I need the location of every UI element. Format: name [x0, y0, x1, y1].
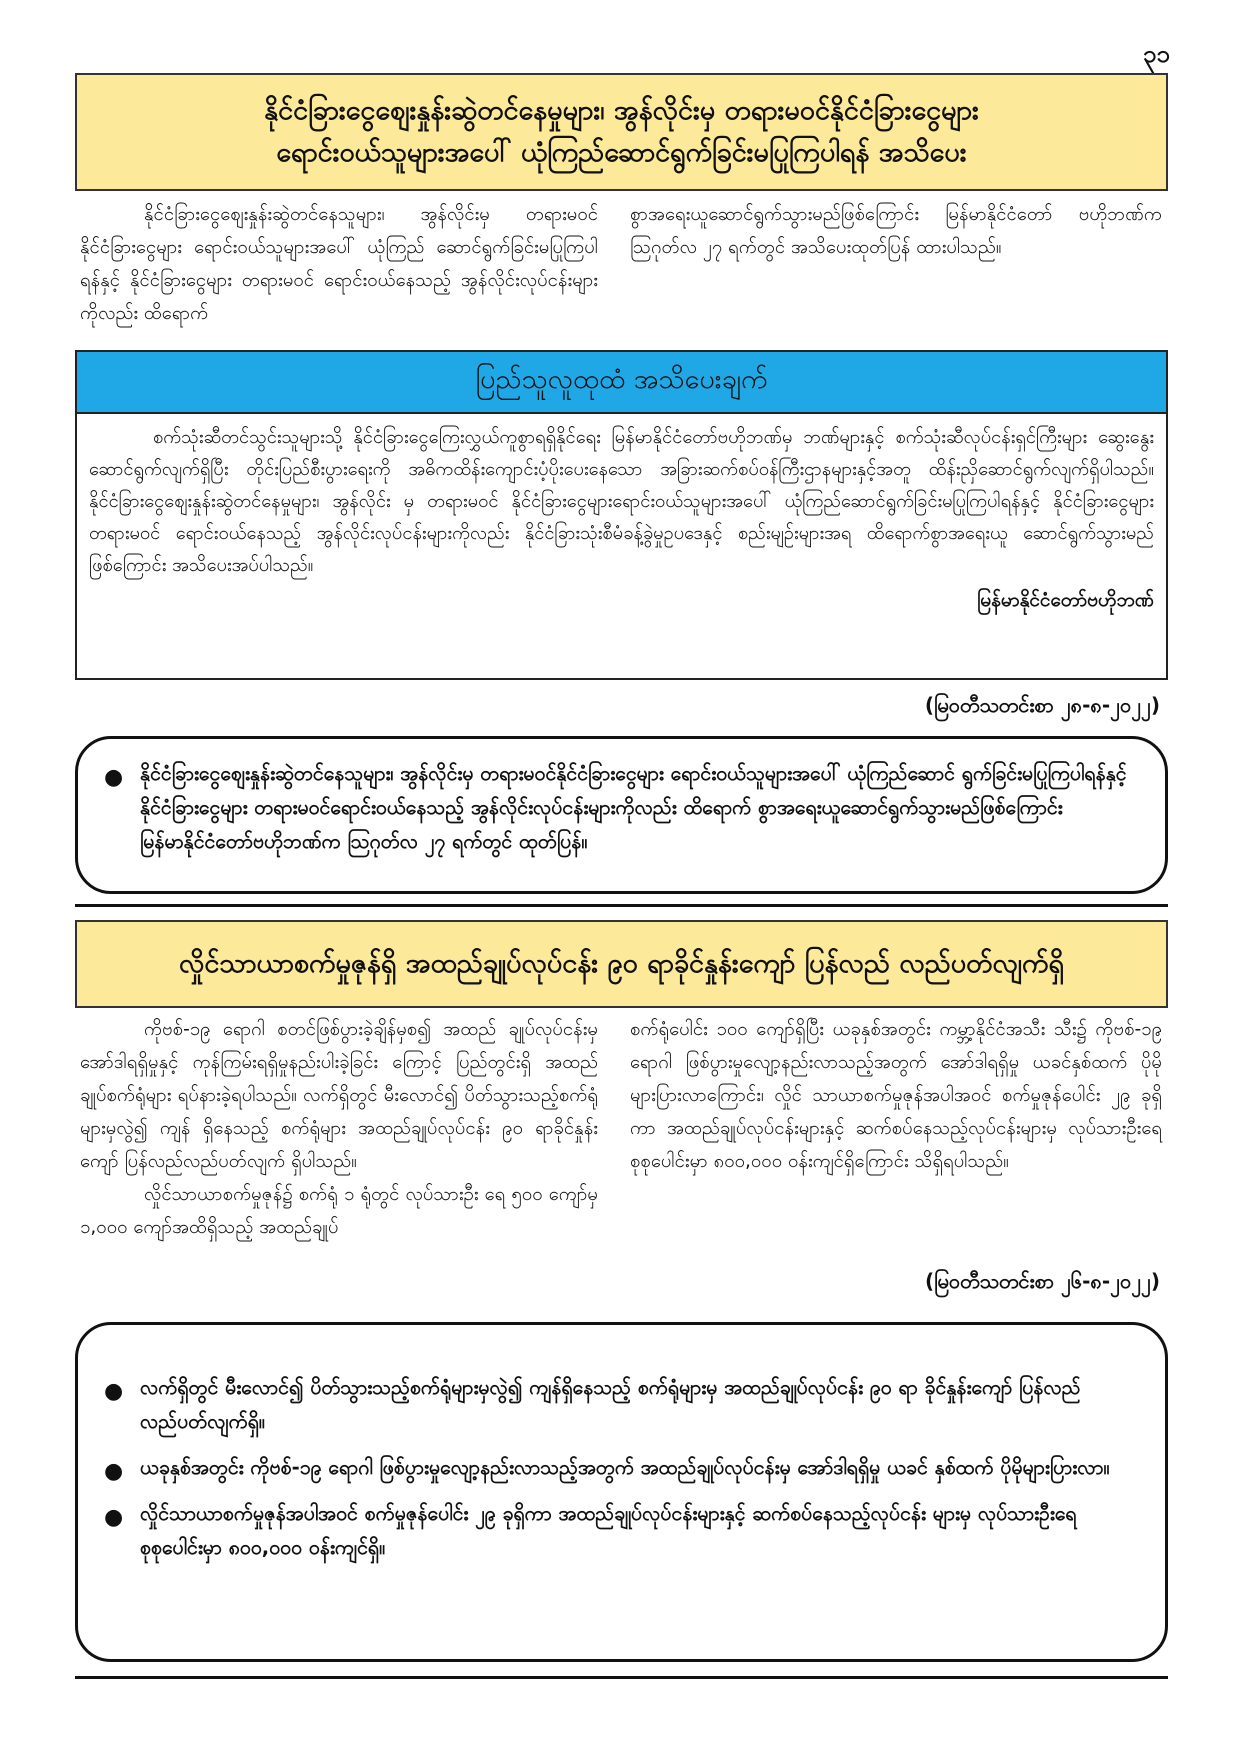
article1-column-right	[630, 198, 1162, 264]
article1-paragraph-continued: စွာအရေးယူဆောင်ရွက်သွားမည်ဖြစ်ကြောင်း မြန်မာနိုင်ငံတော် ဗဟိုဘဏ်က ဩဂုတ်လ ၂၇ ရက်တွင် အသိပေးထုတ်ပြန် ထားပါသည်။	[630, 204, 1162, 258]
summary-text: နိုင်ငံခြားငွေစျေးနှုန်းဆွဲတင်နေသူများ၊ အွန်လိုင်းမှ တရားမဝင်နိုင်ငံခြားငွေများ ရောင်းဝယ်သူများအပေါ် ယုံကြည်ဆောင် ရွက်ခြင်းမပြုကြပါရန်နှင့် နိုင်ငံခြားငွေများ တရားမဝင်ရောင်းဝယ်နေသည့် အွန်လိုင်းလုပ်ငန်းများကိုလည်း ထိရောက် စွာအရေးယူဆောင်ရွက်သွားမည်ဖြစ်ကြောင်း မြန်မာနိုင်ငံတော်ဗဟိုဘဏ်က ဩဂုတ်လ ၂၇ ရက်တွင် ထုတ်ပြန်။	[140, 762, 1127, 853]
article2-headline: လှိုင်သာယာစက်မှုဇုန်ရှိ အထည်ချုပ်လုပ်ငန်း ၉၀ ရာခိုင်နှုန်းကျော် ပြန်လည် လည်ပတ်လျက်ရှိ	[179, 948, 1064, 980]
article2-column-left	[80, 1013, 598, 1244]
summary-text: ယခုနှစ်အတွင်း ကိုဗစ်-၁၉ ရောဂါ ဖြစ်ပွားမှုလျော့နည်းလာသည့်အတွက် အထည်ချုပ်လုပ်ငန်းမှ အော်ဒါရရှိမှု ယခင် နှစ်ထက် ပိုမိုများပြားလာ။	[140, 1456, 1110, 1479]
summary-item	[100, 1371, 1135, 1439]
summary-text: လှိုင်သာယာစက်မှုဇုန်အပါအဝင် စက်မှုဇုန်ပေါင်း ၂၉ ခုရှိကာ အထည်ချုပ်လုပ်ငန်းများနှင့် ဆက်စပ်နေသည့်လုပ်ငန်း များမှ လုပ်သားဦးရေစုစုပေါင်းမှာ ၈၀၀,၀၀၀ ဝန်းကျင်ရှိ။	[140, 1502, 1077, 1559]
summary-box	[75, 736, 1168, 894]
article2-paragraph: ကိုဗစ်-၁၉ ရောဂါ စတင်ဖြစ်ပွားခဲ့ချိန်မှစ၍ အထည် ချုပ်လုပ်ငန်းမှ အော်ဒါရရှိမှုနှင့် ကုန်ကြမ်းရရှိမှုနည်းပါးခဲ့ခြင်း ကြောင့် ပြည်တွင်းရှိ အထည်ချုပ်စက်ရုံများ ရပ်နားခဲ့ရပါသည်။ လက်ရှိတွင် မီးလောင်၍ ပိတ်သွားသည့်စက်ရုံများမှလွဲ၍ ကျန် ရှိနေသည့် စက်ရုံများ အထည်ချုပ်လုပ်ငန်း ၉၀ ရာခိုင်နှုန်း ကျော် ပြန်လည်လည်ပတ်လျက် ရှိပါသည်။	[80, 1019, 598, 1172]
notice-box	[75, 414, 1168, 680]
bullet-icon: ●	[104, 1379, 124, 1404]
article2-headline-banner	[75, 920, 1168, 1008]
article2-paragraph-continued: စက်ရုံပေါင်း ၁၀၀ ကျော်ရှိပြီး ယခုနှစ်အတွင်း ကမ္ဘာ့နိုင်ငံအသီး သီး၌ ကိုဗစ်-၁၉ ရောဂါ ဖြစ်ပွားမှုလျော့နည်းလာသည့်အတွက် အော်ဒါရရှိမှု ယခင်နှစ်ထက် ပိုမိုများပြားလာကြောင်း၊ လှိုင် သာယာစက်မှုဇုန်အပါအဝင် စက်မှုဇုန်ပေါင်း ၂၉ ခုရှိကာ အထည်ချုပ်လုပ်ငန်းများနှင့် ဆက်စပ်နေသည့်လုပ်ငန်းများမှ လုပ်သားဦးရေ စုစုပေါင်းမှာ ၈၀၀,၀၀၀ ဝန်းကျင်ရှိကြောင်း သိရှိရပါသည်။	[630, 1019, 1162, 1172]
article1-headline-banner	[75, 73, 1168, 191]
notice-heading-bar	[75, 350, 1168, 414]
article1-headline-line1: နိုင်ငံခြားငွေစျေးနှုန်းဆွဲတင်နေမှုများ၊ အွန်လိုင်းမှ တရားမဝင်နိုင်ငံခြားငွေများ	[264, 95, 979, 127]
article1-column-left	[80, 198, 598, 330]
article2-paragraph: လှိုင်သာယာစက်မှုဇုန်၌ စက်ရုံ ၁ ရုံတွင် လုပ်သားဦး ရေ ၅၀၀ ကျော်မှ ၁,၀၀၀ ကျော်အထိရှိသည့် အထည်ချုပ်	[80, 1184, 598, 1238]
source-citation: (မြဝတီသတင်းစာ ၂၆-၈-၂၀၂၂)	[924, 1269, 1160, 1293]
page-number: ၃၁	[1143, 40, 1170, 68]
bullet-icon: ●	[104, 765, 124, 790]
summary-box	[75, 1322, 1168, 1662]
summary-item	[100, 757, 1135, 859]
section-divider	[75, 904, 1168, 907]
article2-column-right	[630, 1013, 1162, 1178]
summary-item	[100, 1497, 1135, 1565]
notice-body: စက်သုံးဆီတင်သွင်းသူများသို့ နိုင်ငံခြားငွေကြေးလွှယ်ကူစွာရရှိနိုင်ရေး မြန်မာနိုင်ငံတော်ဗဟိုဘဏ်မှ ဘဏ်များနှင့် စက်သုံးဆီလုပ်ငန်းရှင်ကြီးများ ဆွေးနွေးဆောင်ရွက်လျက်ရှိပြီး တိုင်းပြည်စီးပွားရေးကို အဓိကထိန်းကျောင်းပံ့ပိုးပေးနေသော အခြားဆက်စပ်ဝန်ကြီးဌာနများနှင့်အတူ ထိန်းညှိဆောင်ရွက်လျက်ရှိပါသည်။ နိုင်ငံခြားငွေစျေးနှုန်းဆွဲတင်နေမှုများ၊ အွန်လိုင်း မှ တရားမဝင် နိုင်ငံခြားငွေများရောင်းဝယ်သူများအပေါ် ယုံကြည်ဆောင်ရွက်ခြင်းမပြုကြပါရန်နှင့် နိုင်ငံခြားငွေများ တရားမဝင် ရောင်းဝယ်နေသည့် အွန်လိုင်းလုပ်ငန်းများကိုလည်း နိုင်ငံခြားသုံးစီမံခန့်ခွဲမှုဥပဒေနှင့် စည်းမျဉ်းများအရ ထိရောက်စွာအရေးယူ ဆောင်ရွက်သွားမည်ဖြစ်ကြောင်း အသိပေးအပ်ပါသည်။	[89, 427, 1154, 576]
notice-heading: ပြည်သူလူထုထံ အသိပေးချက်	[475, 364, 768, 395]
summary-text: လက်ရှိတွင် မီးလောင်၍ ပိတ်သွားသည့်စက်ရုံများမှလွဲ၍ ကျန်ရှိနေသည့် စက်ရုံများမှ အထည်ချုပ်လုပ်ငန်း ၉၀ ရာ ခိုင်နှုန်းကျော် ပြန်လည်လည်ပတ်လျက်ရှိ။	[140, 1376, 1081, 1433]
page-bottom-rule	[75, 1676, 1168, 1679]
article1-headline-line2: ရောင်းဝယ်သူများအပေါ် ယုံကြည်ဆောင်ရွက်ခြင်းမပြုကြပါရန် အသိပေး	[276, 137, 967, 168]
article1-paragraph: နိုင်ငံခြားငွေစျေးနှုန်းဆွဲတင်နေသူများ၊ အွန်လိုင်းမှ တရားမဝင်နိုင်ငံခြားငွေများ ရောင်းဝယ်သူများအပေါ် ယုံကြည် ဆောင်ရွက်ခြင်းမပြုကြပါရန်နှင့် နိုင်ငံခြားငွေများ တရားမဝင် ရောင်းဝယ်နေသည့် အွန်လိုင်းလုပ်ငန်းများကိုလည်း ထိရောက်	[80, 204, 598, 324]
notice-signature: မြန်မာနိုင်ငံတော်ဗဟိုဘဏ်	[977, 589, 1154, 611]
source-citation: (မြဝတီသတင်းစာ ၂၈-၈-၂၀၂၂)	[924, 693, 1160, 717]
bullet-icon: ●	[104, 1505, 124, 1530]
bullet-icon: ●	[104, 1459, 124, 1484]
summary-item	[100, 1451, 1135, 1485]
